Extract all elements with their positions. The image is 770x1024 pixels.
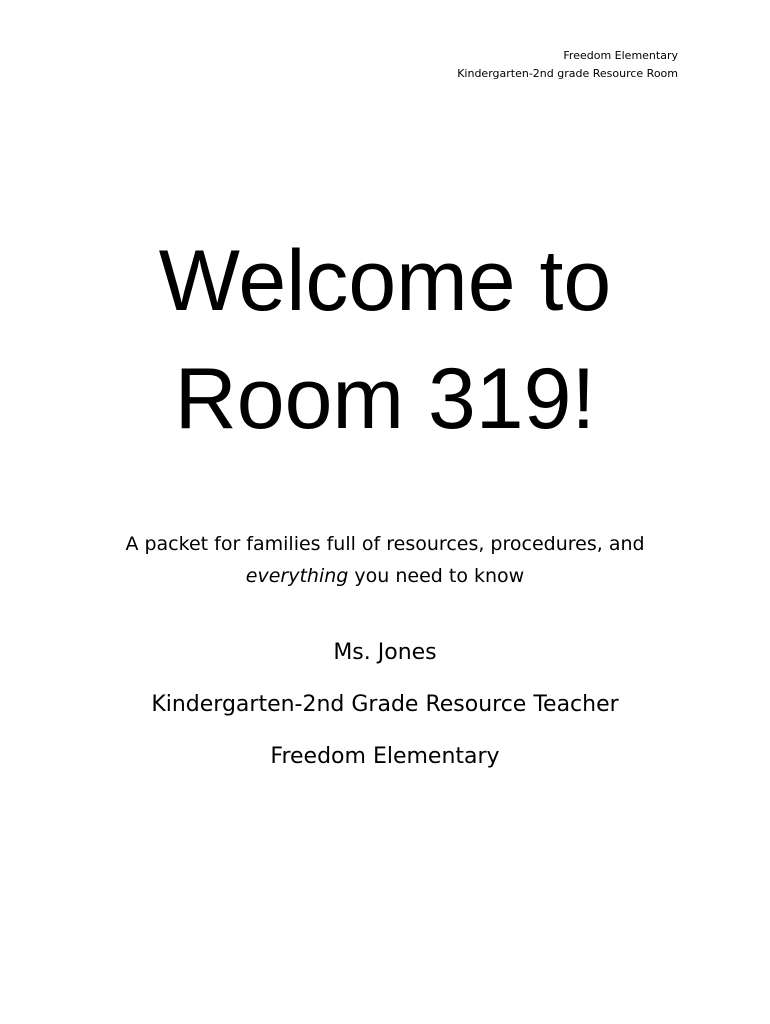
description-line-2	[0, 560, 770, 592]
header-room: Kindergarten-2nd grade Resource Room	[457, 67, 678, 80]
page-title	[0, 222, 770, 458]
description-emphasis: everything	[245, 565, 349, 587]
page-header	[457, 47, 678, 83]
teacher-school: Freedom Elementary	[270, 744, 500, 769]
description-line-1: A packet for families full of resources, procedures, and	[125, 533, 645, 555]
teacher-name: Ms. Jones	[333, 640, 437, 665]
title-line-2: Room 319!	[174, 351, 596, 447]
title-line-1: Welcome to	[158, 233, 612, 329]
header-school: Freedom Elementary	[563, 49, 678, 62]
description-rest: you need to know	[348, 565, 525, 587]
teacher-role: Kindergarten-2nd Grade Resource Teacher	[151, 692, 619, 717]
packet-description	[0, 528, 770, 592]
